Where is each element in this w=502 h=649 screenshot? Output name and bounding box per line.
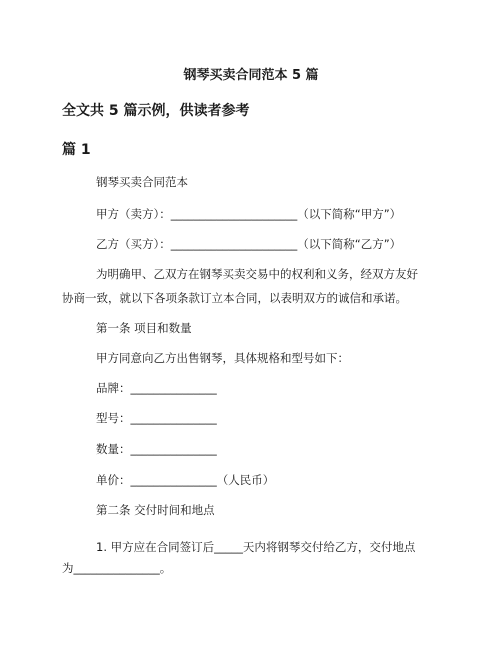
brand-field: 品牌：_______________ [96, 381, 217, 395]
model-field: 型号：_______________ [96, 411, 217, 425]
delivery-clause-line-1: 1. 甲方应在合同签订后_____天内将钢琴交付给乙方，交付地点 [96, 540, 416, 554]
preamble-line-2: 协商一致，就以下各项条款订立本合同，以表明双方的诚信和承诺。 [62, 291, 407, 305]
party-a-line: 甲方（卖方）：______________________（以下简称“甲方”） [96, 207, 402, 221]
delivery-clause-line-2: 为_______________。 [62, 561, 172, 575]
party-b-line: 乙方（买方）：______________________（以下简称“乙方”） [96, 237, 402, 251]
unit-price-field: 单价：_______________（人民币） [96, 473, 275, 487]
quantity-field: 数量：_______________ [96, 442, 217, 456]
section-heading: 篇 1 [62, 142, 91, 158]
contract-heading: 钢琴买卖合同范本 [96, 175, 188, 189]
document-title: 钢琴买卖合同范本 5 篇 [183, 68, 319, 83]
preamble-line-1: 为明确甲、乙双方在钢琴买卖交易中的权利和义务，经双方友好 [96, 267, 418, 281]
article-1-text: 甲方同意向乙方出售钢琴，具体规格和型号如下： [96, 351, 349, 365]
article-1-heading: 第一条 项目和数量 [96, 321, 192, 335]
article-2-heading: 第二条 交付时间和地点 [96, 503, 215, 517]
document-subtitle: 全文共 5 篇示例，供读者参考 [62, 103, 250, 119]
